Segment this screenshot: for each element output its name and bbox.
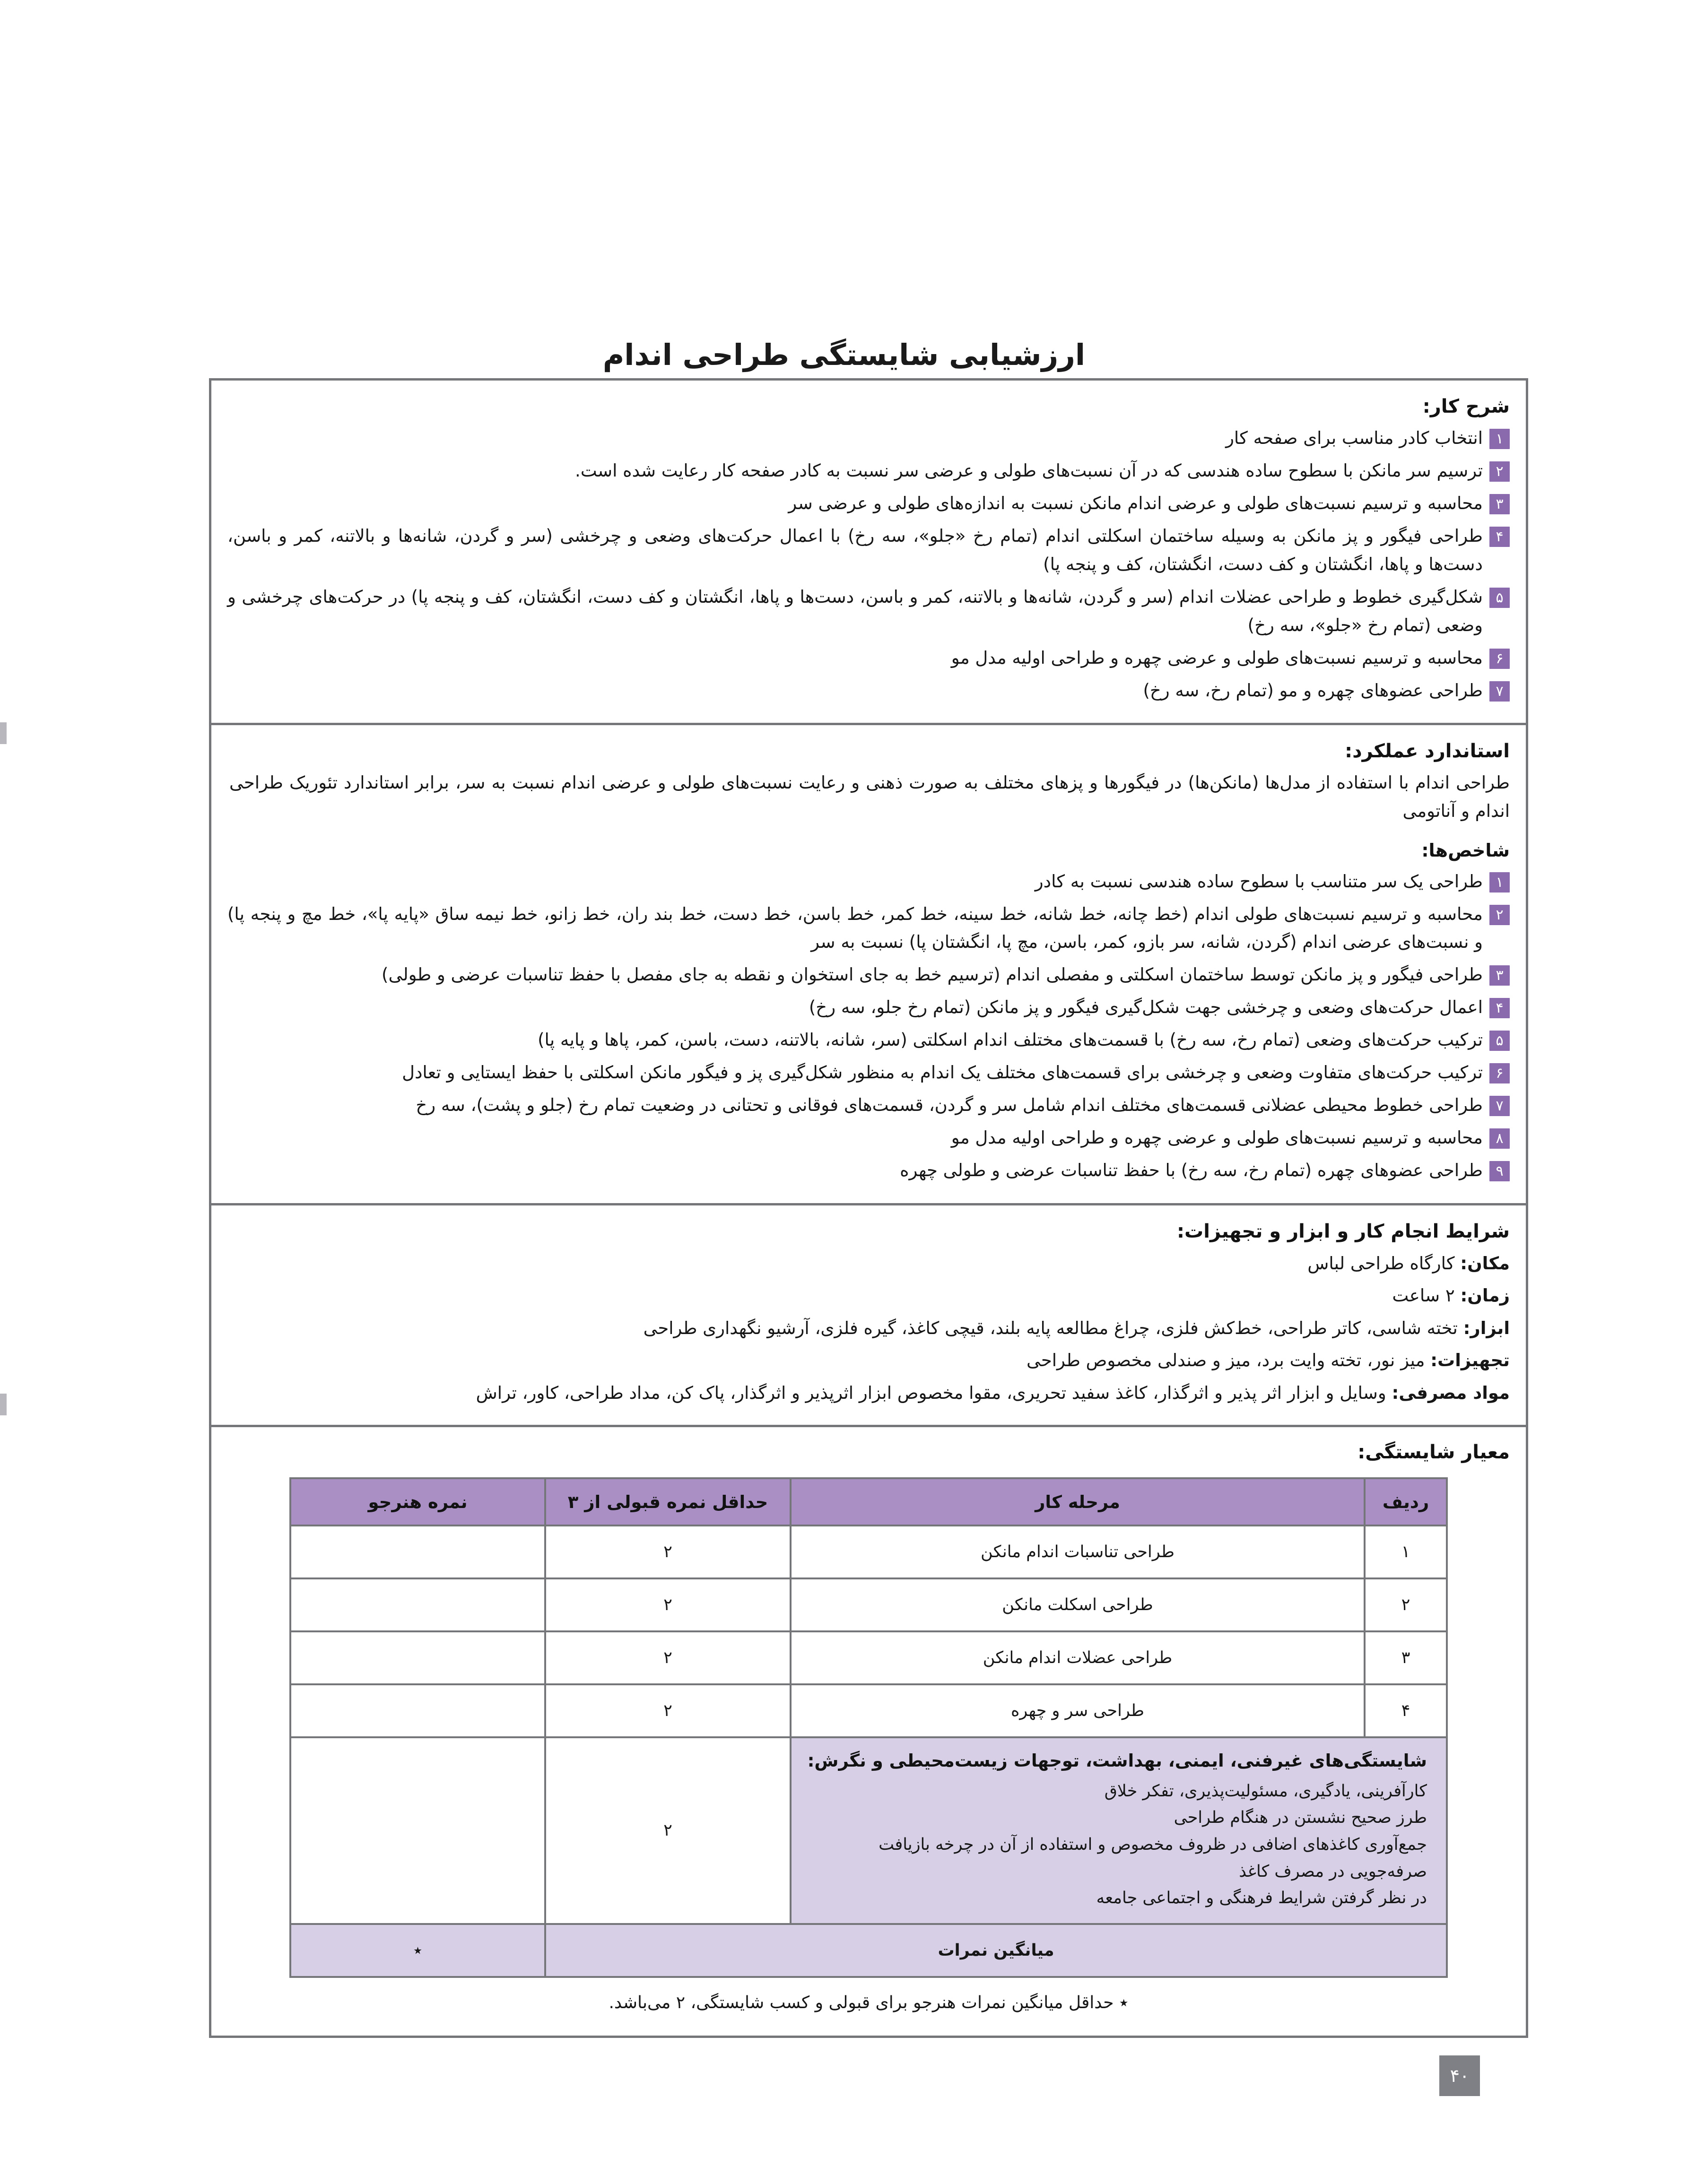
work-description-item	[227, 644, 1510, 672]
item-number-badge: ۴	[1489, 998, 1510, 1018]
indicators-heading: شاخص‌ها:	[1421, 840, 1510, 861]
indicator-item	[227, 867, 1510, 896]
cell-nomre-honarjoo[interactable]	[290, 1737, 545, 1924]
table-row	[290, 1684, 1447, 1737]
column-header-radif: ردیف	[1365, 1478, 1447, 1525]
indicator-item	[227, 1124, 1510, 1152]
item-text: طراحی فیگور و پز مانکن توسط ساختمان اسکلتی و مفصلی اندام (ترسیم خط به جای استخوان و نقطه به جای مفصل با حفظ تناسبات عرضی و طولی)	[382, 964, 1483, 985]
item-text: محاسبه و ترسیم نسبت‌های طولی و عرضی چهره و طراحی اولیه مدل مو	[951, 647, 1483, 668]
soft-skills-line: صرفه‌جویی در مصرف کاغذ	[1239, 1862, 1427, 1881]
condition-key: مواد مصرفی:	[1392, 1382, 1510, 1403]
work-description-item	[227, 489, 1510, 518]
table-row	[290, 1578, 1447, 1631]
condition-value: ۲ ساعت	[1392, 1285, 1455, 1306]
section-work-description	[211, 381, 1526, 725]
soft-skills-line: جمع‌آوری کاغذهای اضافی در ظروف مخصوص و استفاده از آن در چرخه بازیافت	[879, 1835, 1427, 1854]
soft-skills-line: کارآفرینی، یادگیری، مسئولیت‌پذیری، تفکر خلاق	[1104, 1781, 1427, 1801]
indicator-item	[227, 993, 1510, 1022]
item-number-badge: ۱	[1489, 872, 1510, 893]
column-header-hadaghal: حداقل نمره قبولی از ۳	[545, 1478, 791, 1525]
item-number-badge: ۳	[1489, 494, 1510, 514]
column-header-nomre: نمره هنرجو	[290, 1478, 545, 1525]
condition-row	[227, 1378, 1510, 1407]
condition-value: وسایل و ابزار اثر پذیر و اثرگذار، کاغذ سفید تحریری، مقوا مخصوص ابزار اثرپذیر و اثرگذار، پاک کن، مداد طراحی، کاور، تراش	[476, 1382, 1386, 1403]
item-number-badge: ۷	[1489, 1096, 1510, 1116]
condition-row	[227, 1249, 1510, 1278]
cell-nomre-honarjoo[interactable]	[290, 1631, 545, 1684]
table-row	[290, 1525, 1447, 1578]
average-row	[290, 1924, 1447, 1977]
soft-skills-title: شایستگی‌های غیرفنی، ایمنی، بهداشت، توجهات زیست‌محیطی و نگرش:	[807, 1751, 1427, 1771]
table-header-row	[290, 1478, 1447, 1525]
item-text: ترکیب حرکت‌های وضعی (تمام رخ، سه رخ) با قسمت‌های مختلف اندام اسکلتی (سر، شانه، بالاتنه، دست، باسن، کمر، پاها و پایه پا)	[538, 1030, 1483, 1050]
indicator-item	[227, 1091, 1510, 1119]
indicator-item	[227, 1058, 1510, 1087]
item-text: شکل‌گیری خطوط و طراحی عضلات اندام (سر و گردن، شانه‌ها و بالاتنه، کمر و باسن، دست‌ها و پاها، انگشتان و کف دست، انگشتان، کف و پنجه پا) در حرکت‌های چرخشی و وضعی (تمام رخ «جلو»، سه رخ)	[227, 586, 1483, 635]
condition-key: زمان:	[1460, 1285, 1510, 1306]
indicator-item	[227, 1026, 1510, 1054]
work-description-item	[227, 457, 1510, 485]
condition-value: میز نور، تخته وایت برد، میز و صندلی مخصوص طراحی	[1027, 1350, 1425, 1371]
item-number-badge: ۱	[1489, 429, 1510, 449]
soft-skills-line: طرز صحیح نشستن در هنگام طراحی	[1174, 1808, 1427, 1828]
work-description-item	[227, 676, 1510, 705]
item-number-badge: ۴	[1489, 527, 1510, 547]
cell-hadaghal: ۲	[545, 1631, 791, 1684]
table-row	[290, 1631, 1447, 1684]
cell-nomre-honarjoo[interactable]	[290, 1578, 545, 1631]
cell-marhale: طراحی سر و چهره	[791, 1684, 1365, 1737]
soft-skills-line: در نظر گرفتن شرایط فرهنگی و اجتماعی جامعه	[1096, 1889, 1427, 1908]
competency-criteria-heading: معیار شایستگی:	[1357, 1441, 1510, 1464]
page-title: ارزشیابی شایستگی طراحی اندام	[602, 337, 1086, 372]
condition-row	[227, 1314, 1510, 1343]
cell-nomre-honarjoo[interactable]	[290, 1525, 545, 1578]
item-number-badge: ۳	[1489, 965, 1510, 986]
item-number-badge: ۹	[1489, 1161, 1510, 1181]
condition-row	[227, 1346, 1510, 1375]
work-description-item	[227, 424, 1510, 452]
indicator-item	[227, 1156, 1510, 1185]
work-description-item	[227, 522, 1510, 579]
competency-table	[289, 1477, 1448, 1978]
soft-skills-row	[290, 1737, 1447, 1924]
item-number-badge: ۲	[1489, 461, 1510, 482]
cell-radif: ۲	[1365, 1578, 1447, 1631]
item-number-badge: ۸	[1489, 1128, 1510, 1149]
item-text: طراحی خطوط محیطی عضلانی قسمت‌های مختلف اندام شامل سر و گردن، قسمت‌های فوقانی و تحتانی در وضعیت تمام رخ (جلو و پشت)، سه رخ	[416, 1095, 1483, 1116]
average-label: میانگین نمرات	[545, 1924, 1447, 1977]
condition-key: تجهیزات:	[1430, 1350, 1510, 1371]
item-text: انتخاب کادر مناسب برای صفحه کار	[1226, 428, 1483, 448]
performance-standard-text: طراحی اندام با استفاده از مدل‌ها (مانکن‌ها) در فیگورها و پزهای مختلف به صورت ذهنی و رعایت نسبت‌های طولی و عرضی اندام نسبت به سر، برابر استاندارد تئوریک طراحی اندام و آناتومی	[229, 772, 1510, 822]
cell-marhale: طراحی اسکلت مانکن	[791, 1578, 1365, 1631]
condition-value: کارگاه طراحی لباس	[1307, 1253, 1455, 1274]
cell-radif: ۴	[1365, 1684, 1447, 1737]
table-footnote: ٭ حداقل میانگین نمرات هنرجو برای قبولی و کسب شایستگی، ۲ می‌باشد.	[609, 1993, 1129, 2012]
section-competency-criteria	[211, 1427, 1526, 2036]
item-text: طراحی عضوهای چهره و مو (تمام رخ، سه رخ)	[1143, 680, 1483, 701]
column-header-marhale: مرحله کار	[791, 1478, 1365, 1525]
cell-marhale: طراحی عضلات اندام مانکن	[791, 1631, 1365, 1684]
cell-hadaghal: ۲	[545, 1737, 791, 1924]
page-edge-mark	[0, 1394, 7, 1415]
cell-hadaghal: ۲	[545, 1525, 791, 1578]
soft-skills-cell	[791, 1737, 1447, 1924]
item-text: طراحی یک سر متناسب با سطوح ساده هندسی نسبت به کادر	[1035, 871, 1483, 892]
condition-row	[227, 1281, 1510, 1310]
item-number-badge: ۵	[1489, 588, 1510, 608]
section-performance-standard	[211, 725, 1526, 1205]
assessment-sheet	[209, 378, 1528, 2038]
condition-key: مکان:	[1460, 1253, 1510, 1274]
work-description-item	[227, 583, 1510, 640]
item-number-badge: ۷	[1489, 681, 1510, 702]
page-number-badge: ۴۰	[1439, 2055, 1480, 2096]
item-text: ترسیم سر مانکن با سطوح ساده هندسی که در آن نسبت‌های طولی و عرضی سر نسبت به کادر صفحه کار رعایت شده است.	[575, 460, 1483, 481]
item-text: محاسبه و ترسیم نسبت‌های طولی و عرضی اندام مانکن نسبت به اندازه‌های طولی و عرضی سر	[788, 493, 1483, 513]
cell-radif: ۱	[1365, 1525, 1447, 1578]
cell-marhale: طراحی تناسبات اندام مانکن	[791, 1525, 1365, 1578]
item-number-badge: ۲	[1489, 905, 1510, 925]
item-number-badge: ۶	[1489, 1063, 1510, 1083]
indicator-item	[227, 900, 1510, 957]
page-edge-mark	[0, 722, 7, 744]
item-text: اعمال حرکت‌های وضعی و چرخشی جهت شکل‌گیری فیگور و پز مانکن (تمام رخ جلو، سه رخ)	[809, 997, 1483, 1018]
condition-value: تخته شاسی، کاتر طراحی، خط‌کش فلزی، چراغ مطالعه پایه بلند، قیچی کاغذ، گیره فلزی، آرشیو نگهداری طراحی	[643, 1317, 1458, 1338]
item-text: طراحی عضوهای چهره (تمام رخ، سه رخ) با حفظ تناسبات عرضی و طولی چهره	[900, 1160, 1483, 1181]
item-number-badge: ۶	[1489, 649, 1510, 669]
cell-nomre-honarjoo[interactable]	[290, 1684, 545, 1737]
section-conditions-tools	[211, 1205, 1526, 1427]
performance-standard-heading: استاندارد عملکرد:	[1345, 740, 1510, 763]
item-text: محاسبه و ترسیم نسبت‌های طولی و عرضی چهره و طراحی اولیه مدل مو	[951, 1127, 1483, 1148]
cell-hadaghal: ۲	[545, 1578, 791, 1631]
item-text: محاسبه و ترسیم نسبت‌های طولی اندام (خط چانه، خط شانه، خط سینه، خط کمر، خط باسن، خط دست، خط بند ران، خط زانو، خط نیمه ساق «پایه پا»، خط مچ و پنجه پا) و نسبت‌های عرضی اندام (گردن، شانه، سر بازو، کمر، باسن، مچ پا، انگشتان پا) نسبت به سر	[227, 903, 1483, 953]
condition-key: ابزار:	[1463, 1317, 1510, 1338]
cell-radif: ۳	[1365, 1631, 1447, 1684]
item-text: طراحی فیگور و پز مانکن به وسیله ساختمان اسکلتی اندام (تمام رخ «جلو»، سه رخ) با اعمال حرکت‌های وضعی و چرخشی (سر و گردن، شانه‌ها و بالاتنه، کمر و باسن، دست‌ها و پاها، انگشتان و کف دست، انگشتان، کف و پنجه پا)	[227, 525, 1483, 574]
work-description-heading: شرح کار:	[1422, 396, 1510, 417]
item-number-badge: ۵	[1489, 1031, 1510, 1051]
average-star: ٭	[290, 1924, 545, 1977]
indicator-item	[227, 961, 1510, 989]
item-text: ترکیب حرکت‌های متفاوت وضعی و چرخشی برای قسمت‌های مختلف یک اندام به منظور شکل‌گیری پز و فیگور مانکن اسکلتی با حفظ ایستایی و تعادل	[402, 1062, 1483, 1083]
conditions-heading: شرایط انجام کار و ابزار و تجهیزات:	[1177, 1220, 1510, 1242]
cell-hadaghal: ۲	[545, 1684, 791, 1737]
